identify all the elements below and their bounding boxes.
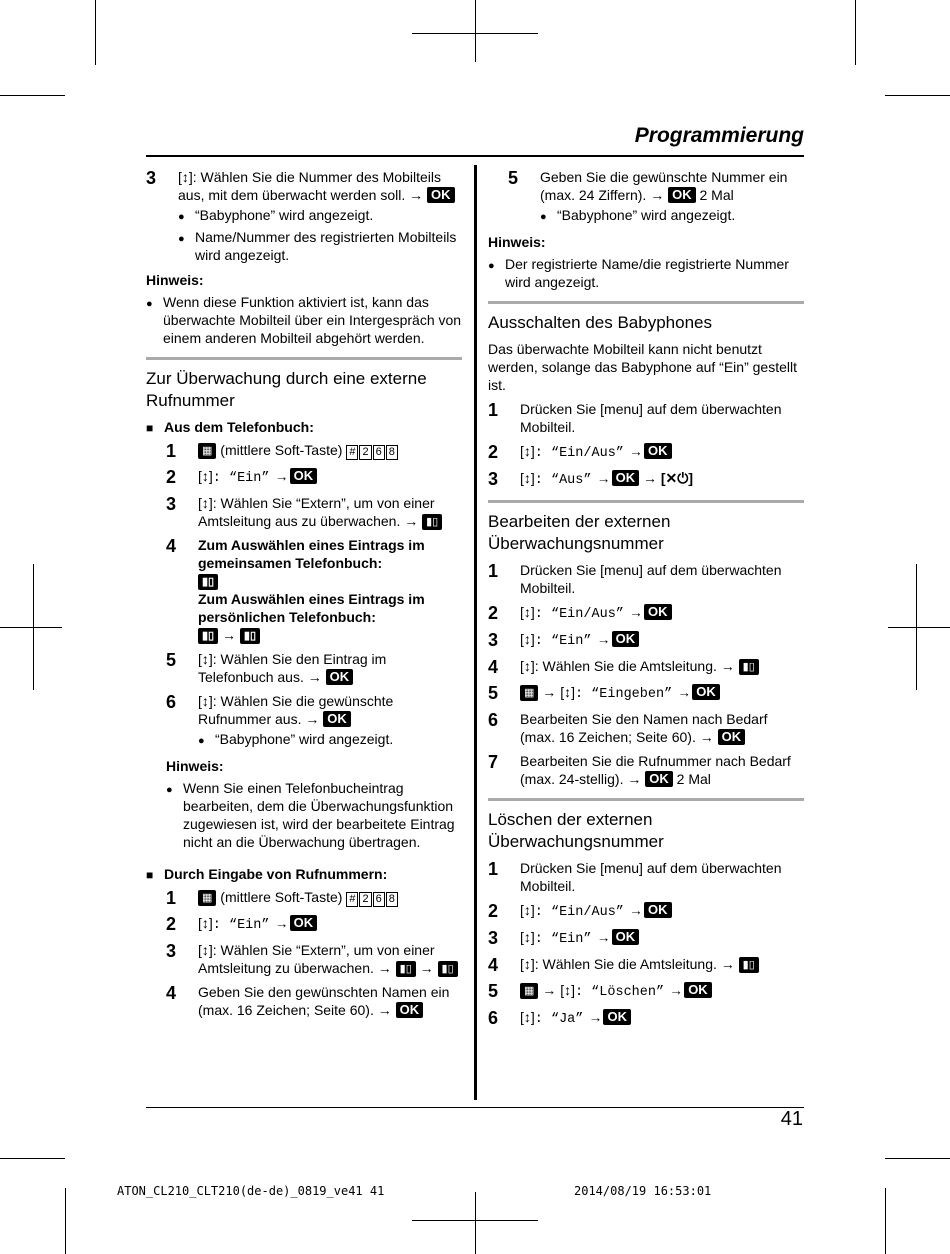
crop-mark [888, 627, 950, 628]
navigator-key-icon: [↕] [198, 942, 213, 958]
page-number: 41 [780, 1108, 803, 1130]
ok-key-icon: OK [396, 1002, 424, 1018]
ok-key-icon: OK [645, 771, 673, 787]
step [146, 168, 462, 265]
step: 3 [↕]: “Aus” → OK → [✕⏻] [488, 469, 694, 489]
step: 4 Geben Sie den gewünschten Namen ein (max. 16 Zeichen; Seite 60). → OK [166, 983, 450, 1018]
step: 3 [↕]: “Ein” → OK [488, 630, 804, 651]
navigator-key-icon: [↕] [178, 169, 193, 185]
key-6-icon: 6 [373, 445, 385, 460]
subsection-heading: ■ Durch Eingabe von Rufnummern: [146, 865, 462, 884]
navigator-key-icon: [↕] [520, 604, 535, 620]
key-6-icon: 6 [373, 892, 385, 907]
step: 6 [↕]: Wählen Sie die gewünschte Rufnummer aus. → OK ● “Babyphone” wird angezeigt. [166, 692, 462, 751]
key-hash-icon: # [346, 892, 358, 907]
note-item: ● Wenn Sie einen Telefonbucheintrag bearbeiten, dem die Überwachungsfunktion zugewiesen ist, wird der bearbeitete Eintrag nicht an die Überwachung übertragen. [166, 779, 462, 851]
ok-key-icon: OK [644, 902, 672, 918]
step: 1 Drücken Sie [menu] auf dem überwachten Mobilteil. [488, 859, 782, 894]
bullet-item [178, 206, 462, 226]
note-item [146, 293, 462, 347]
step: 2 [↕]: “Ein/Aus” → OK [488, 603, 804, 624]
section-rule [488, 301, 804, 304]
subsection-heading: ■ Aus dem Telefonbuch: [146, 418, 462, 437]
navigator-key-icon: [↕] [520, 1009, 535, 1025]
bullet-item [178, 228, 462, 264]
step: 3 [↕]: Wählen Sie “Extern”, um von einer Amtsleitung aus zu überwachen. → ▮▯ [166, 494, 462, 530]
phonebook-key-icon: ▮▯ [396, 961, 416, 977]
step: 1 ▦ (mittlere Soft-Taste) # 2 6 8 [166, 441, 462, 461]
section-title: Löschen der externen Überwachungsnummer [488, 810, 664, 851]
navigator-key-icon: [↕] [560, 684, 575, 700]
step: 6 Bearbeiten Sie den Namen nach Bedarf (max. 16 Zeichen; Seite 60). → OK [488, 710, 768, 745]
step: 5 ▦ → [↕]: “Eingeben” → OK [488, 683, 804, 704]
crop-mark [475, 1192, 476, 1254]
bullet-text: “Babyphone” wird angezeigt. [195, 207, 374, 223]
header-rule [146, 155, 804, 157]
navigator-key-icon: [↕] [520, 956, 535, 972]
navigator-key-icon: [↕] [560, 982, 575, 998]
off-key-icon: → [✕⏻] [642, 470, 694, 486]
navigator-key-icon: [↕] [520, 631, 535, 647]
note-label: Hinweis: [146, 272, 204, 288]
step: 4 [↕]: Wählen Sie die Amtsleitung. → ▮▯ [488, 955, 804, 975]
crop-mark [33, 564, 34, 690]
key-2-icon: 2 [359, 445, 371, 460]
note-item: ● Der registrierte Name/die registrierte Nummer wird angezeigt. [488, 255, 804, 291]
crop-mark [855, 0, 856, 65]
step-number: 3 [146, 168, 157, 188]
crop-mark [95, 0, 96, 65]
step: 3 [↕]: “Ein” → OK [488, 928, 804, 949]
right-column [488, 168, 804, 1035]
page-title: Programmierung [634, 124, 804, 147]
navigator-key-icon: [↕] [198, 495, 213, 511]
phonebook-key-icon: ▮▯ [422, 514, 442, 530]
step: 2 [↕]: “Ein” → OK [166, 914, 462, 935]
section-intro: Das überwachte Mobilteil kann nicht benutzt werden, solange das Babyphone auf “Ein” gestellt ist. [488, 341, 797, 393]
navigator-key-icon: [↕] [520, 658, 535, 674]
navigator-key-icon: [↕] [198, 468, 213, 484]
section-rule [488, 500, 804, 503]
crop-mark [0, 1158, 65, 1159]
crop-mark [885, 1158, 950, 1159]
menu-key-icon: ▦ [520, 983, 538, 999]
print-footer-left: ATON_CL210_CLT210(de-de)_0819_ve41 41 [117, 1184, 385, 1198]
crop-mark [0, 627, 62, 628]
print-footer-right: 2014/08/19 16:53:01 [574, 1184, 712, 1198]
bullet-item: ● “Babyphone” wird angezeigt. [198, 730, 462, 750]
ok-key-icon: OK [290, 915, 318, 931]
crop-mark [885, 1188, 886, 1254]
step: 5 ▦ → [↕]: “Löschen” → OK [488, 981, 804, 1002]
step: 3 [↕]: Wählen Sie “Extern”, um von einer Amtsleitung zu überwachen. → ▮▯ → ▮▯ [166, 941, 462, 977]
ok-key-icon: OK [684, 982, 712, 998]
phonebook-key-icon: ▮▯ [739, 957, 759, 973]
note-label: Hinweis: [488, 234, 546, 250]
section-rule [488, 798, 804, 801]
step: 2 [↕]: “Ein” → OK [166, 467, 462, 488]
step: 6 [↕]: “Ja” → OK [488, 1008, 804, 1029]
key-hash-icon: # [346, 445, 358, 460]
note-text: Wenn diese Funktion aktiviert ist, kann das überwachte Mobilteil über ein Intergespräch von einem anderen Mobilteil abgehört werden. [163, 294, 462, 346]
navigator-key-icon: [↕] [520, 929, 535, 945]
navigator-key-icon: [↕] [520, 470, 535, 486]
ok-key-icon: OK [644, 604, 672, 620]
column-divider [474, 165, 477, 1100]
ok-key-icon: OK [718, 729, 746, 745]
section-title: Bearbeiten der externen Überwachungsnummer [488, 512, 671, 553]
ok-key-icon: OK [668, 187, 696, 203]
ok-key-icon: OK [692, 684, 720, 700]
menu-key-icon: ▦ [198, 443, 216, 459]
menu-key-icon: ▦ [520, 685, 538, 701]
navigator-key-icon: [↕] [198, 651, 213, 667]
navigator-key-icon: [↕] [520, 902, 535, 918]
step: 7 Bearbeiten Sie die Rufnummer nach Bedarf (max. 24-stellig). → OK 2 Mal [488, 752, 791, 787]
step: 4 [↕]: Wählen Sie die Amtsleitung. → ▮▯ [488, 657, 804, 677]
footer-rule [146, 1107, 804, 1108]
ok-key-icon: OK [323, 711, 351, 727]
step: 1 ▦ (mittlere Soft-Taste) # 2 6 8 [166, 888, 462, 908]
ok-key-icon: OK [290, 468, 318, 484]
step: 4 Zum Auswählen eines Eintrags im gemeinsamen Telefonbuch: ▮▯ Zum Auswählen eines Eintrags im persönlichen Telefonbuch: ▮▯ → ▮▯ [166, 536, 425, 643]
section-rule [146, 357, 462, 360]
bullet-item: ● “Babyphone” wird angezeigt. [540, 206, 804, 226]
section-title: Ausschalten des Babyphones [488, 313, 712, 332]
section-title: Zur Überwachung durch eine externe Rufnummer [146, 369, 427, 410]
key-8-icon: 8 [386, 892, 398, 907]
key-2-icon: 2 [359, 892, 371, 907]
personal-phonebook-key-icon: ▮▯ [240, 628, 260, 644]
step: 5 [↕]: Wählen Sie den Eintrag im Telefonbuch aus. → OK [166, 650, 387, 685]
ok-key-icon: OK [644, 443, 672, 459]
note-label: Hinweis: [166, 758, 224, 774]
square-bullet-icon [146, 865, 164, 884]
crop-mark [885, 95, 950, 96]
navigator-key-icon: [↕] [198, 915, 213, 931]
step: 2 [↕]: “Ein/Aus” → OK [488, 901, 804, 922]
step: 2 [↕]: “Ein/Aus” → OK [488, 442, 804, 463]
ok-key-icon: OK [427, 187, 455, 203]
phonebook-key-icon: ▮▯ [198, 628, 218, 644]
ok-key-icon: OK [326, 669, 354, 685]
ok-key-icon: OK [612, 929, 640, 945]
bullet-text: Name/Nummer des registrierten Mobilteils wird angezeigt. [195, 229, 457, 263]
crop-mark [475, 0, 476, 62]
crop-mark [916, 564, 917, 690]
ok-key-icon: OK [612, 470, 640, 486]
crop-mark [0, 95, 65, 96]
crop-mark [65, 1188, 66, 1254]
step: 5 Geben Sie die gewünschte Nummer ein (max. 24 Ziffern). → OK 2 Mal ● “Babyphone” wird angezeigt. [508, 168, 804, 227]
ok-key-icon: OK [603, 1009, 631, 1025]
add-contact-key-icon: ▮▯ [438, 961, 458, 977]
ok-key-icon: OK [612, 631, 640, 647]
square-bullet-icon [146, 418, 164, 437]
step-text: : Wählen Sie die Nummer des Mobilteils aus, mit dem überwacht werden soll. → [178, 169, 441, 203]
phonebook-key-icon: ▮▯ [198, 574, 218, 590]
step: 1 Drücken Sie [menu] auf dem überwachten Mobilteil. [488, 561, 782, 596]
phonebook-key-icon: ▮▯ [739, 659, 759, 675]
menu-key-icon: ▦ [198, 890, 216, 906]
left-column [146, 168, 462, 1025]
step: 1 Drücken Sie [menu] auf dem überwachten Mobilteil. [488, 400, 782, 435]
navigator-key-icon: [↕] [198, 693, 213, 709]
navigator-key-icon: [↕] [520, 443, 535, 459]
key-8-icon: 8 [386, 445, 398, 460]
